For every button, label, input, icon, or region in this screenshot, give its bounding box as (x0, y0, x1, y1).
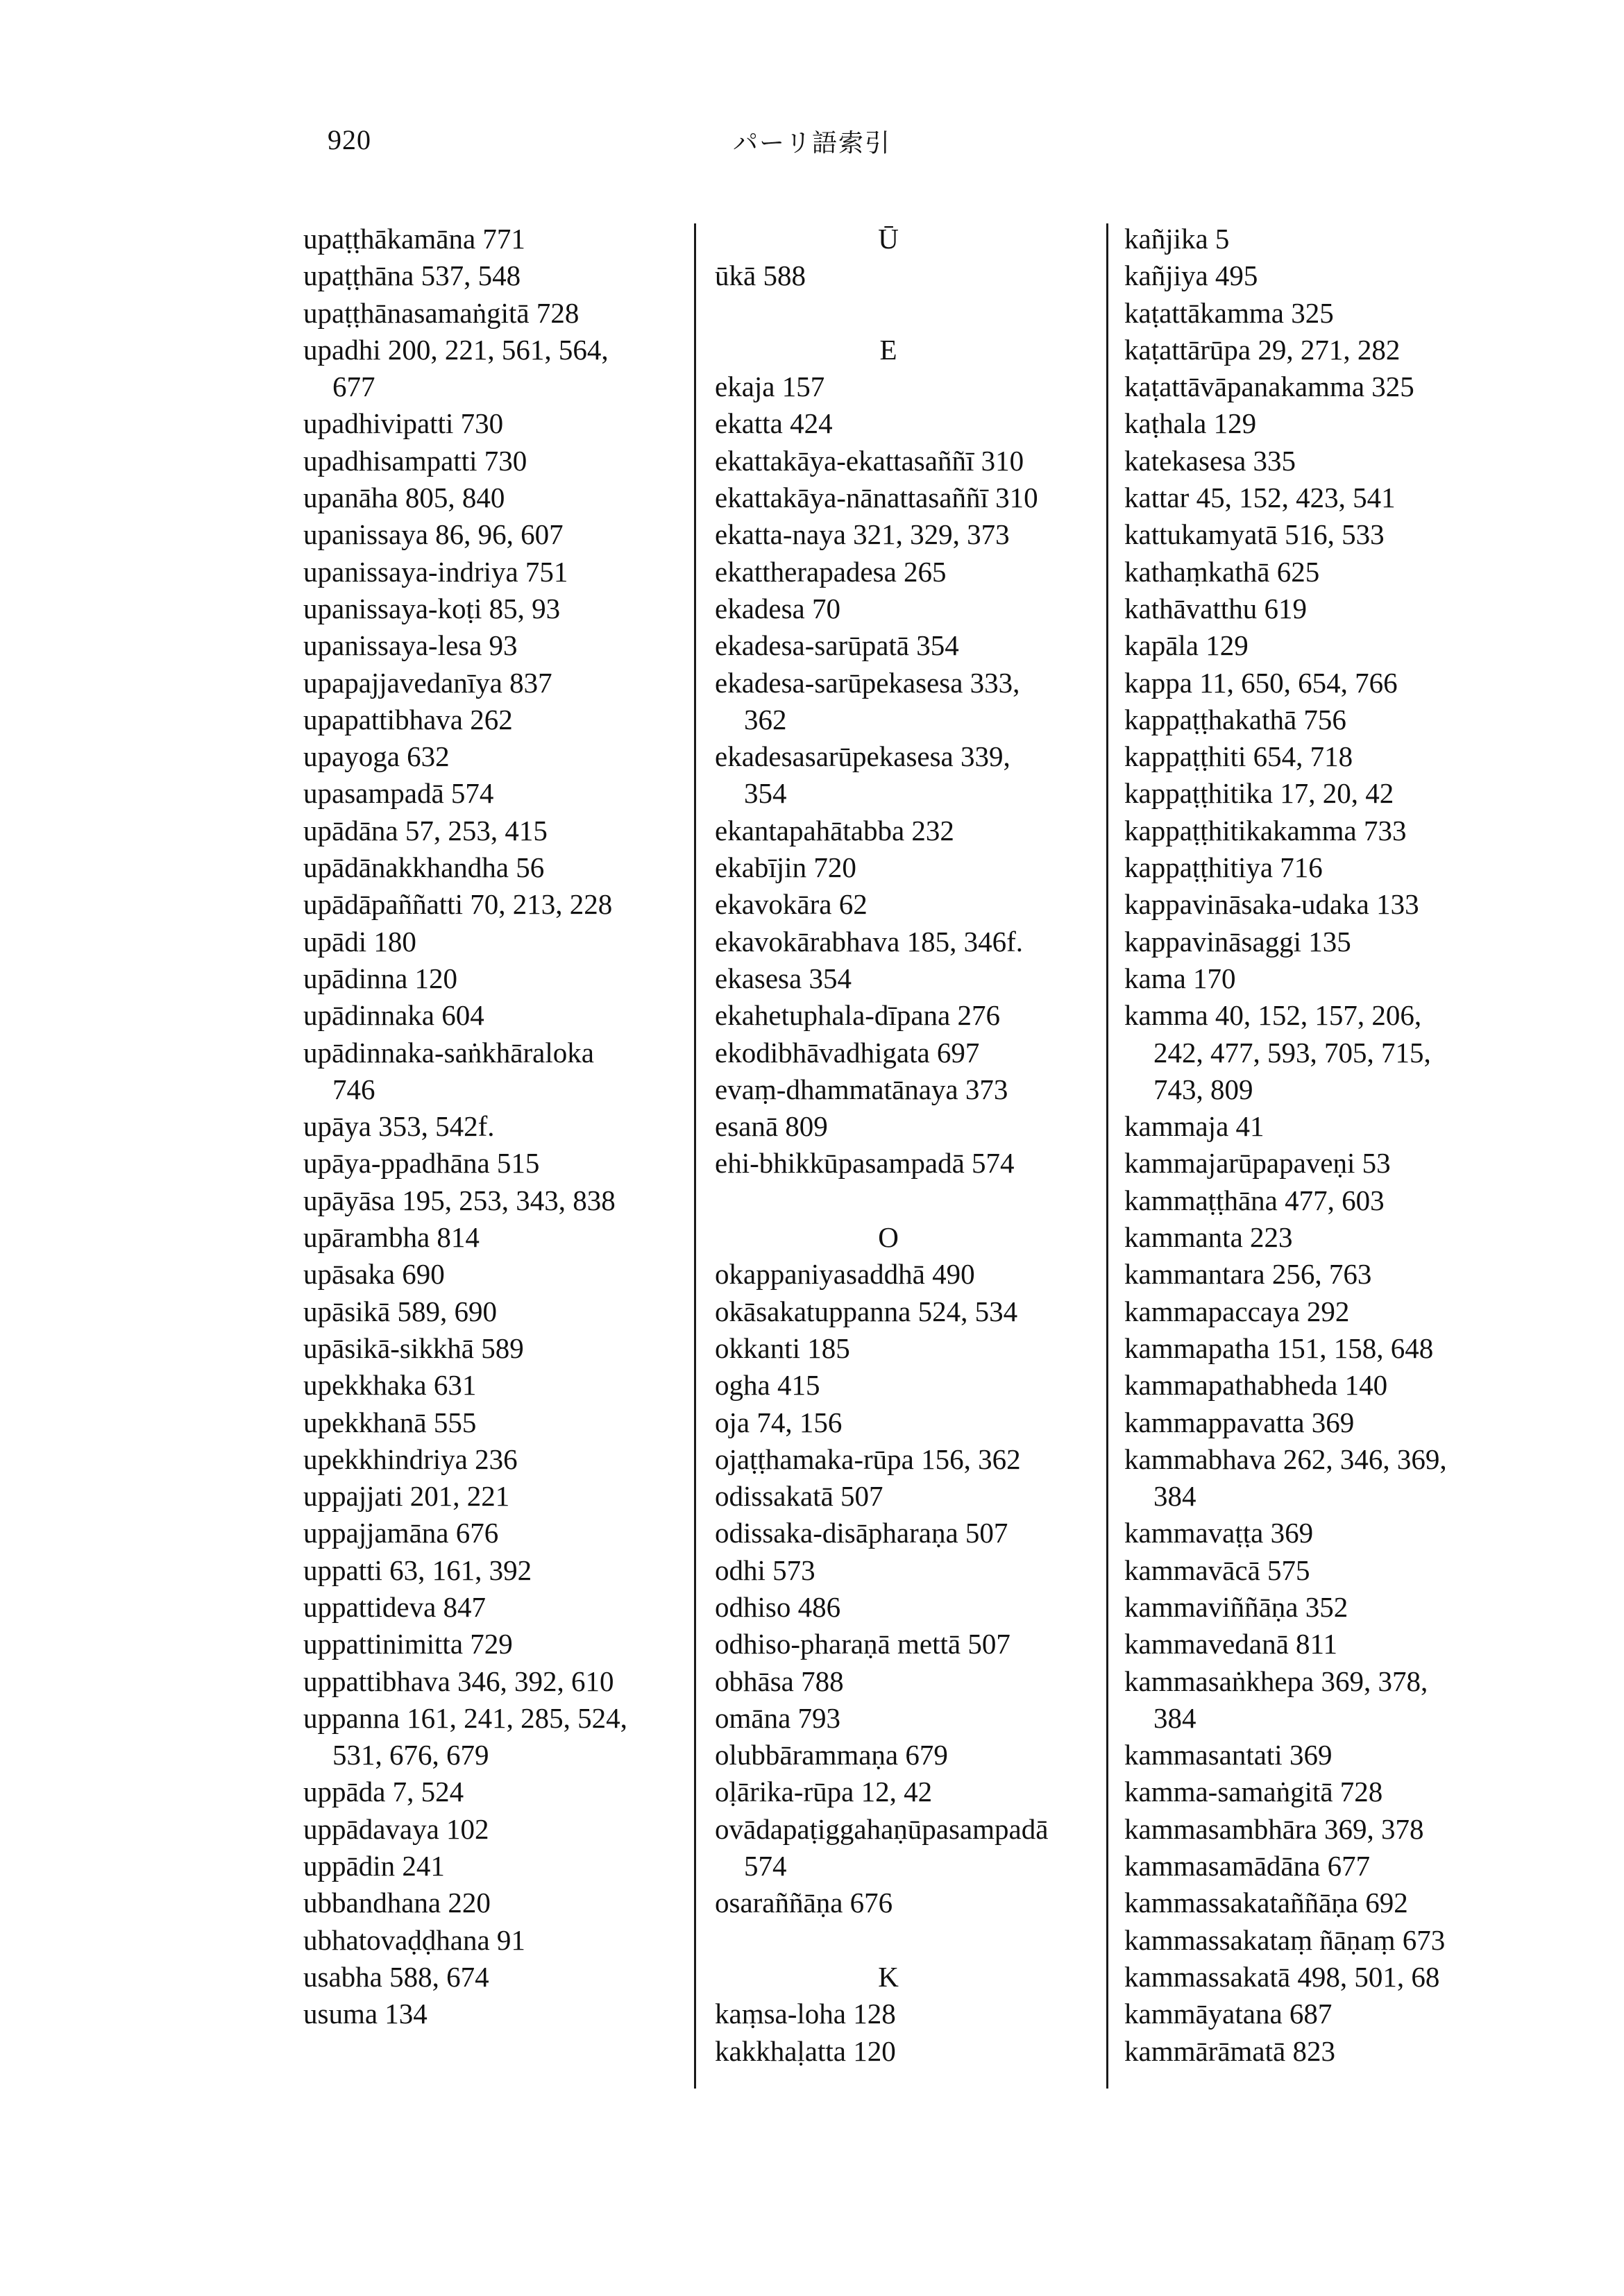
index-entry: uppajjamāna 676 (303, 1517, 499, 1549)
index-entry: kaṭhala 129 (1124, 407, 1257, 440)
index-entry: upekkhaka 631 (303, 1369, 477, 1402)
index-entry: usabha 588, 674 (303, 1960, 489, 1993)
index-entry: upekkhanā 555 (303, 1406, 477, 1438)
index-entry: okkanti 185 (715, 1332, 850, 1364)
index-entry: ogha 415 (715, 1369, 820, 1402)
index-entry: upādāna 57, 253, 415 (303, 814, 548, 847)
index-entry-continuation: 746 (332, 1073, 375, 1105)
index-entry: kamma-samaṅgitā 728 (1124, 1776, 1383, 1808)
index-entry: upāyāsa 195, 253, 343, 838 (303, 1184, 616, 1216)
index-entry: upanissaya-indriya 751 (303, 555, 568, 588)
section-gap (715, 295, 1103, 332)
section-letter-heading: Ū (878, 223, 899, 255)
index-entry: upāsikā-sikkhā 589 (303, 1332, 524, 1364)
index-entry: upaṭṭhāna 537, 548 (303, 260, 521, 292)
section-letter-heading: E (879, 333, 897, 366)
index-entry: kammabhava 262, 346, 369, (1124, 1443, 1447, 1475)
index-entry: ekatta-naya 321, 329, 373 (715, 518, 1010, 551)
index-entry: okappaniyasaddhā 490 (715, 1258, 975, 1291)
index-entry-continuation: 384 (1153, 1480, 1196, 1513)
index-entry: obhāsa 788 (715, 1665, 844, 1697)
index-entry: upanissaya-lesa 93 (303, 629, 518, 662)
index-entry: kaṭattāvāpanakamma 325 (1124, 371, 1414, 403)
index-entry: ojaṭṭhamaka-rūpa 156, 362 (715, 1443, 1021, 1475)
index-entry: uppatti 63, 161, 392 (303, 1554, 532, 1586)
index-entry: ekantapahātabba 232 (715, 814, 954, 847)
index-entry: ehi-bhikkūpasampadā 574 (715, 1147, 1015, 1180)
section-letter-heading: O (878, 1221, 899, 1254)
section-gap (715, 1182, 1103, 1219)
index-entry: odissaka-disāpharaṇa 507 (715, 1517, 1008, 1549)
index-entry: kappaṭṭhitikakamma 733 (1124, 814, 1407, 847)
column-divider (694, 223, 696, 2089)
index-entry-continuation: 354 (744, 777, 787, 810)
index-entry: upadhi 200, 221, 561, 564, (303, 333, 609, 366)
index-entry-continuation: 743, 809 (1153, 1073, 1253, 1105)
index-entry: oja 74, 156 (715, 1406, 843, 1438)
index-entry-continuation: 574 (744, 1850, 787, 1882)
index-entry: kappaṭṭhitiya 716 (1124, 851, 1323, 884)
index-entry: upādānakkhandha 56 (303, 851, 545, 884)
index-entry: kammāyatana 687 (1124, 1998, 1333, 2030)
index-entry: kappavināsaggi 135 (1124, 925, 1351, 958)
index-entry: kammavaṭṭa 369 (1124, 1517, 1314, 1549)
column-divider (1106, 223, 1108, 2089)
index-entry: kammasamādāna 677 (1124, 1850, 1371, 1882)
index-entry: odhiso-pharaṇā mettā 507 (715, 1628, 1010, 1660)
index-entry: ekatta 424 (715, 407, 833, 440)
index-entry: kaṭattākamma 325 (1124, 296, 1334, 329)
index-entry: odhi 573 (715, 1554, 815, 1586)
index-entry: kaṃsa-loha 128 (715, 1998, 896, 2030)
index-column-3 (1124, 221, 1541, 2070)
index-entry: kattukamyatā 516, 533 (1124, 518, 1385, 551)
page-number: 920 (328, 124, 371, 155)
index-entry: uppādavaya 102 (303, 1812, 489, 1845)
index-entry: ubhatovaḍḍhana 91 (303, 1923, 525, 1956)
index-entry: kammavācā 575 (1124, 1554, 1310, 1586)
index-entry-continuation: 242, 477, 593, 705, 715, (1153, 1036, 1431, 1069)
index-entry: kappaṭṭhiti 654, 718 (1124, 740, 1353, 773)
index-entry: kappa 11, 650, 654, 766 (1124, 666, 1398, 699)
index-entry-continuation: 384 (1153, 1701, 1196, 1734)
index-entry: upādinna 120 (303, 962, 458, 994)
index-entry: kathāvatthu 619 (1124, 592, 1308, 624)
section-gap (715, 1922, 1103, 1959)
index-entry: kammanta 223 (1124, 1221, 1293, 1254)
index-entry: upanissaya-koṭi 85, 93 (303, 592, 561, 624)
index-entry: kammapathabheda 140 (1124, 1369, 1388, 1402)
index-entry: ekadesa-sarūpekasesa 333, (715, 666, 1020, 699)
index-column-2 (715, 221, 1103, 2070)
index-entry: odissakatā 507 (715, 1480, 883, 1513)
index-entry: kamma 40, 152, 157, 206, (1124, 999, 1422, 1032)
index-entry: ekadesasarūpekasesa 339, (715, 740, 1010, 773)
index-entry: ekabījin 720 (715, 851, 856, 884)
index-entry-continuation: 677 (332, 371, 375, 403)
section-letter-heading: K (878, 1960, 899, 1993)
index-entry: kammapatha 151, 158, 648 (1124, 1332, 1434, 1364)
index-entry: katekasesa 335 (1124, 444, 1296, 477)
index-entry: upādinnaka 604 (303, 999, 484, 1032)
index-entry: kammavedanā 811 (1124, 1628, 1337, 1660)
index-entry-continuation: 531, 676, 679 (332, 1739, 489, 1771)
index-entry: usuma 134 (303, 1998, 428, 2030)
index-column-1 (303, 221, 692, 2033)
index-entry: ubbandhana 220 (303, 1887, 491, 1919)
index-entry: kammantara 256, 763 (1124, 1258, 1372, 1291)
index-entry: upayoga 632 (303, 740, 450, 773)
index-entry: uppanna 161, 241, 285, 524, (303, 1701, 627, 1734)
index-entry: osaraññāṇa 676 (715, 1887, 893, 1919)
index-entry: kammaṭṭhāna 477, 603 (1124, 1184, 1385, 1216)
index-entry: ovādapaṭiggahaṇūpasampadā (715, 1812, 1049, 1845)
index-entry: kammassakataññāṇa 692 (1124, 1887, 1408, 1919)
index-entry: omāna 793 (715, 1701, 841, 1734)
index-entry: kappaṭṭhitika 17, 20, 42 (1124, 777, 1394, 810)
index-entry: ekattakāya-nānattasaññī 310 (715, 482, 1038, 514)
index-entry: upāya-ppadhāna 515 (303, 1147, 540, 1180)
index-entry: kattar 45, 152, 423, 541 (1124, 482, 1396, 514)
index-entry: upāya 353, 542f. (303, 1110, 495, 1143)
index-entry: uppādin 241 (303, 1850, 445, 1882)
index-entry: ekadesa-sarūpatā 354 (715, 629, 959, 662)
index-entry: oḷārika-rūpa 12, 42 (715, 1776, 933, 1808)
index-entry: kammasantati 369 (1124, 1739, 1333, 1771)
index-entry: upādinnaka-saṅkhāraloka (303, 1036, 594, 1069)
index-entry: upadhivipatti 730 (303, 407, 504, 440)
index-entry: kammappavatta 369 (1124, 1406, 1355, 1438)
index-entry: upārambha 814 (303, 1221, 480, 1254)
index-entry: upaṭṭhākamāna 771 (303, 223, 525, 255)
index-entry: kammassakatā 498, 501, 68 (1124, 1960, 1440, 1993)
index-entry: kammajarūpapaveṇi 53 (1124, 1147, 1391, 1180)
index-entry: upāsaka 690 (303, 1258, 445, 1291)
index-entry: kammārāmatā 823 (1124, 2034, 1335, 2067)
index-entry: kaṭattārūpa 29, 271, 282 (1124, 333, 1401, 366)
index-entry: evaṃ-dhammatānaya 373 (715, 1073, 1008, 1105)
index-entry: ekadesa 70 (715, 592, 840, 624)
index-entry: ekodibhāvadhigata 697 (715, 1036, 980, 1069)
index-entry: upadhisampatti 730 (303, 444, 527, 477)
index-entry: ekahetuphala-dīpana 276 (715, 999, 1000, 1032)
index-entry: ekattherapadesa 265 (715, 555, 947, 588)
index-entry: kammassakataṃ ñāṇaṃ 673 (1124, 1923, 1446, 1956)
index-entry: upanāha 805, 840 (303, 482, 505, 514)
index-entry: kammaviññāṇa 352 (1124, 1590, 1348, 1623)
index-entry: uppattibhava 346, 392, 610 (303, 1665, 614, 1697)
index-entry: ekattakāya-ekattasaññī 310 (715, 444, 1024, 477)
index-entry: upanissaya 86, 96, 607 (303, 518, 564, 551)
index-entry-continuation: 362 (744, 703, 787, 735)
index-entry: upapajjavedanīya 837 (303, 666, 552, 699)
index-entry: kañjiya 495 (1124, 260, 1258, 292)
index-entry: kammasaṅkhepa 369, 378, (1124, 1665, 1428, 1697)
index-entry: ekaja 157 (715, 371, 825, 403)
index-entry: upaṭṭhānasamaṅgitā 728 (303, 296, 580, 329)
index-entry: ekasesa 354 (715, 962, 852, 994)
index-entry: kammapaccaya 292 (1124, 1295, 1350, 1327)
index-entry: ūkā 588 (715, 260, 806, 292)
index-entry: kappavināsaka-udaka 133 (1124, 888, 1419, 921)
index-entry: upapattibhava 262 (303, 703, 513, 735)
index-entry: upekkhindriya 236 (303, 1443, 518, 1475)
index-entry: kañjika 5 (1124, 223, 1230, 255)
index-entry: kammasambhāra 369, 378 (1124, 1812, 1424, 1845)
index-entry: kama 170 (1124, 962, 1236, 994)
index-entry: uppattinimitta 729 (303, 1628, 513, 1660)
index-entry: kathaṃkathā 625 (1124, 555, 1320, 588)
index-entry: esanā 809 (715, 1110, 828, 1143)
index-entry: upādi 180 (303, 925, 416, 958)
index-entry: okāsakatuppanna 524, 534 (715, 1295, 1018, 1327)
index-entry: kappaṭṭhakathā 756 (1124, 703, 1346, 735)
index-entry: olubbārammaṇa 679 (715, 1739, 948, 1771)
index-entry: kapāla 129 (1124, 629, 1249, 662)
index-entry: ekavokārabhava 185, 346f. (715, 925, 1023, 958)
index-entry: upāsikā 589, 690 (303, 1295, 497, 1327)
index-entry: kammaja 41 (1124, 1110, 1264, 1143)
index-entry: odhiso 486 (715, 1590, 841, 1623)
index-entry: upādāpaññatti 70, 213, 228 (303, 888, 613, 921)
running-title: パーリ語索引 (732, 129, 891, 158)
index-entry: uppāda 7, 524 (303, 1776, 464, 1808)
index-entry: uppattideva 847 (303, 1590, 487, 1623)
index-entry: ekavokāra 62 (715, 888, 868, 921)
index-entry: kakkhaḷatta 120 (715, 2034, 896, 2067)
index-entry: uppajjati 201, 221 (303, 1480, 510, 1513)
index-entry: upasampadā 574 (303, 777, 494, 810)
